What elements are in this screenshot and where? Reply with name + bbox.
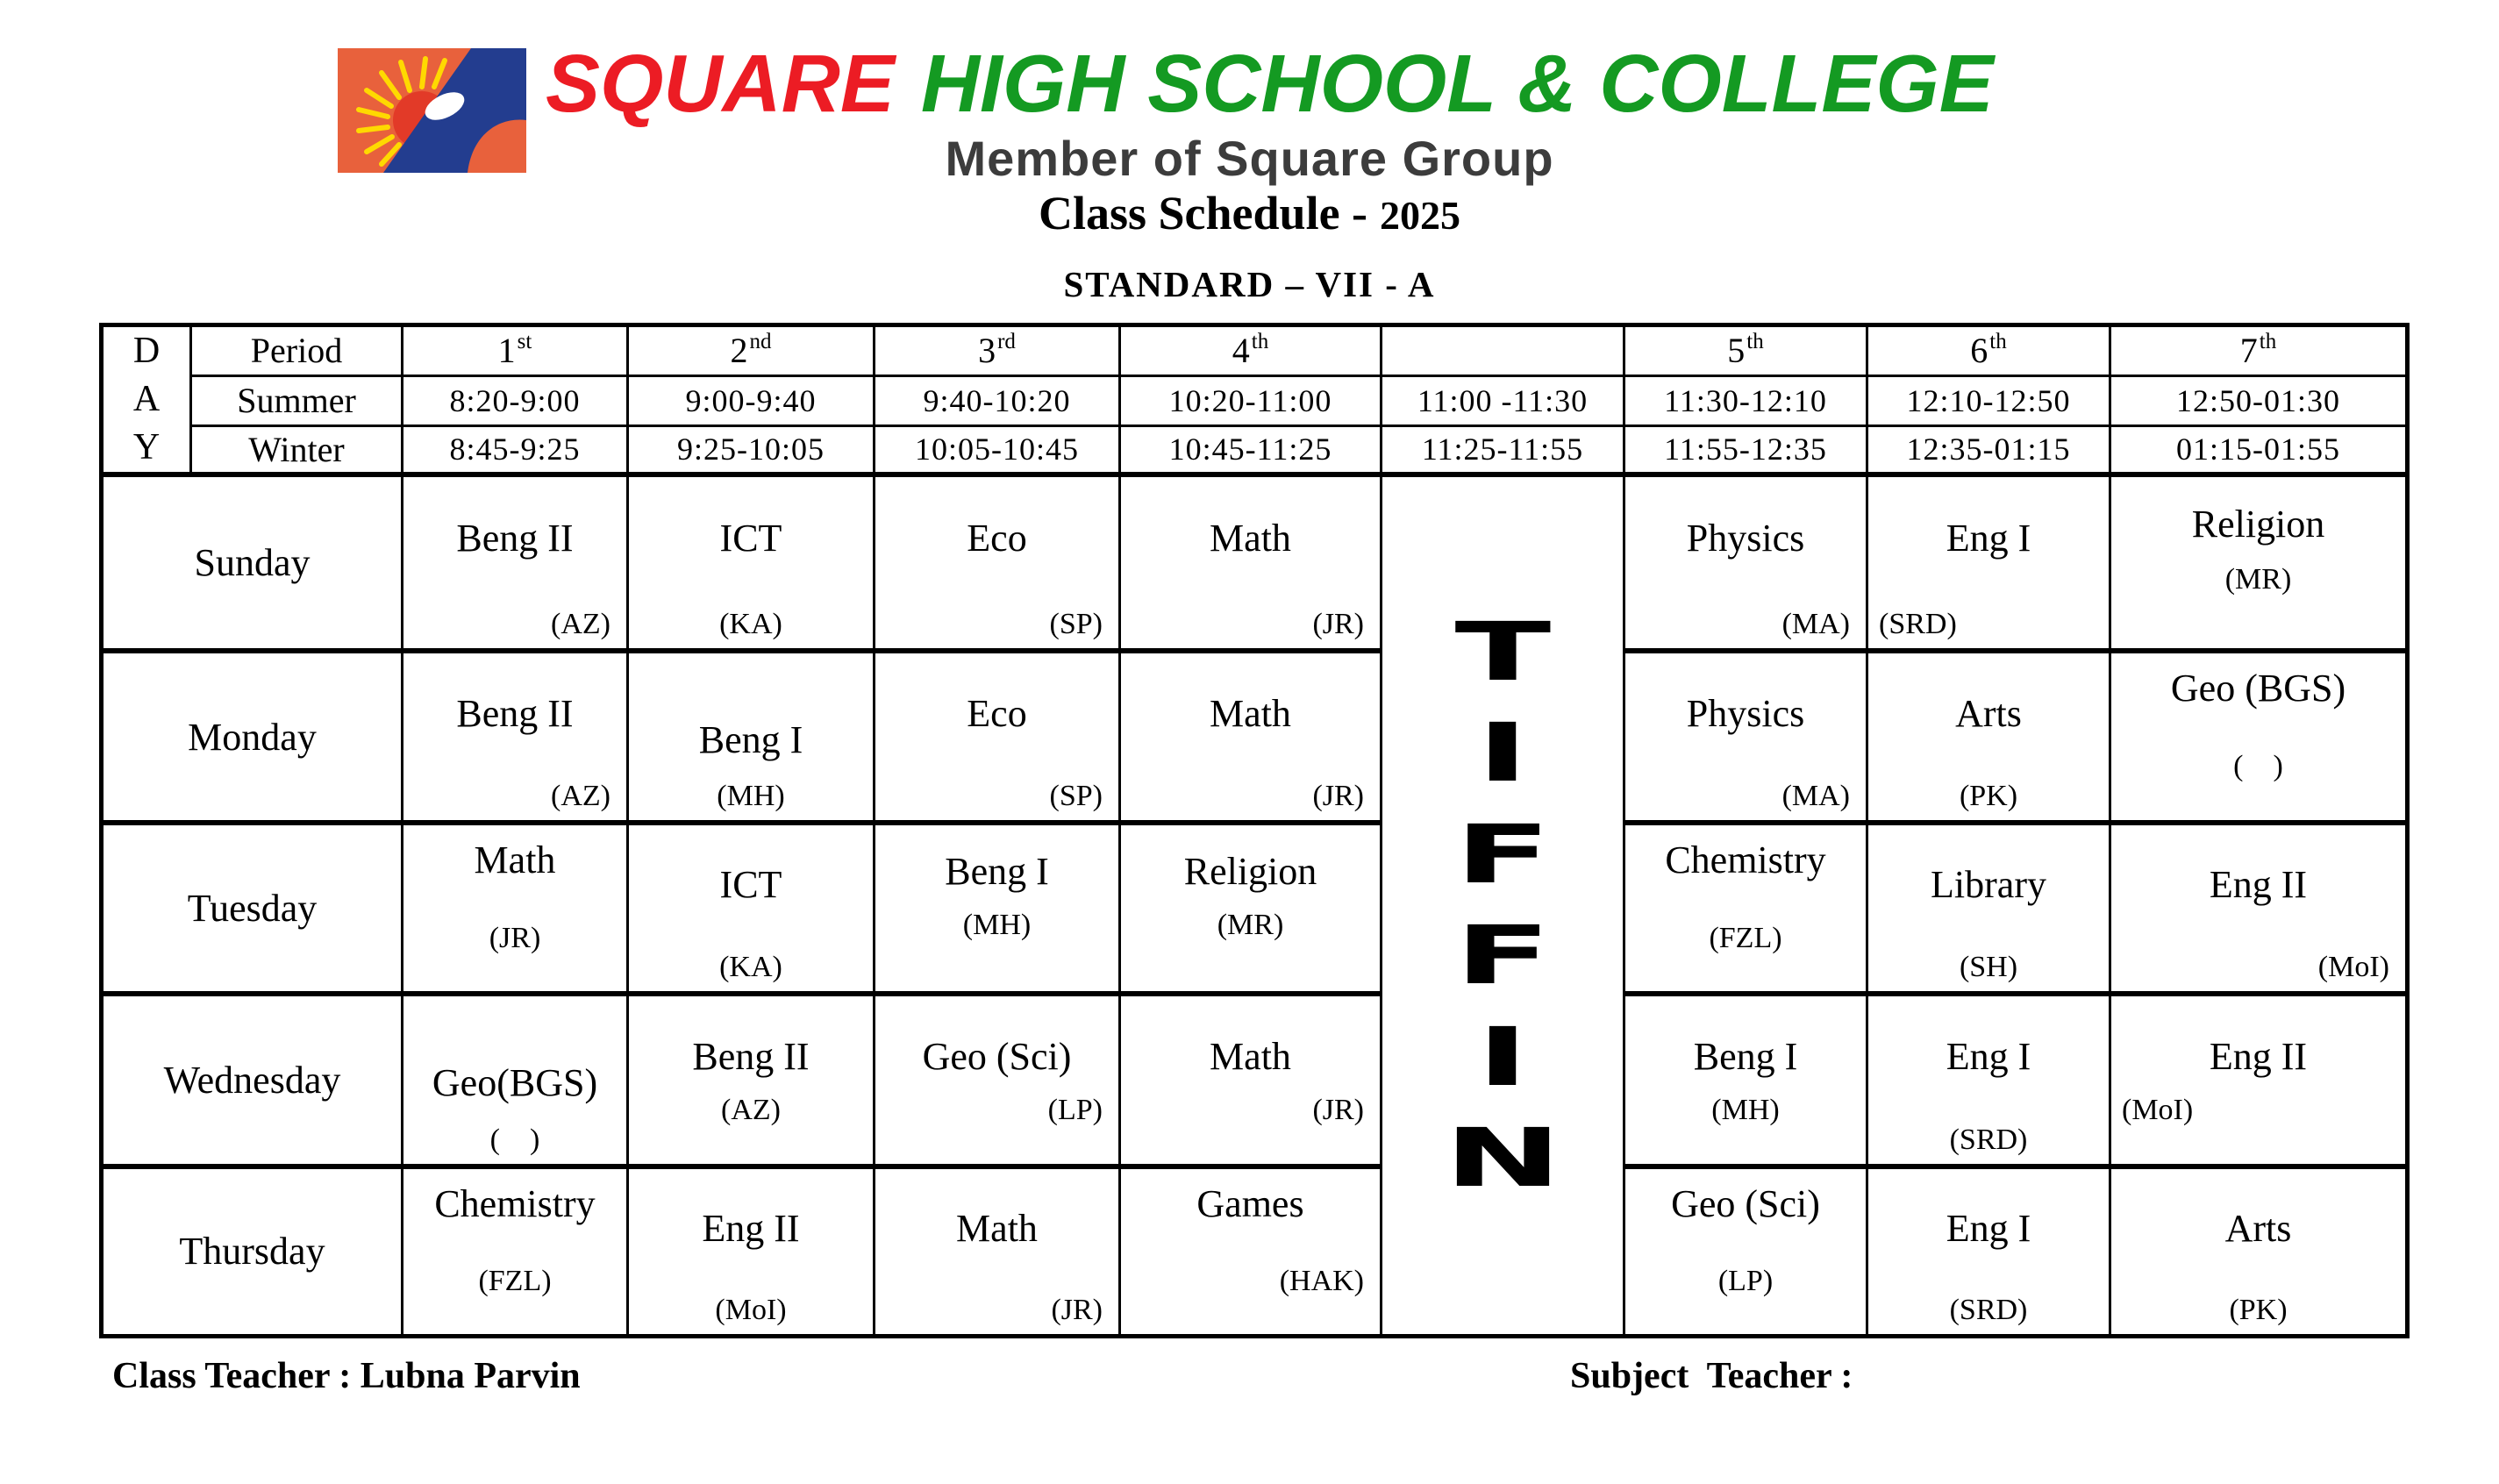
teacher-code: (SP) — [1049, 608, 1103, 640]
cell-thursday-p2 — [628, 1167, 875, 1336]
subject: Eng I — [1946, 1034, 2031, 1078]
subject: Physics — [1686, 516, 1805, 560]
subject: Eng II — [702, 1207, 800, 1250]
cell-wednesday-p1 — [403, 994, 628, 1167]
period-header-7: 7th — [2110, 325, 2408, 376]
winter-time-1: 8:45-9:25 — [403, 425, 628, 474]
teacher-code: (MR) — [1217, 908, 1284, 941]
cell-monday-p5 — [1624, 651, 1867, 823]
teacher-code: (SRD) — [1879, 608, 1957, 640]
period-header-5: 5th — [1624, 325, 1867, 376]
teacher-code: (AZ) — [551, 608, 610, 640]
teacher-code: (SH) — [1959, 951, 2018, 983]
teacher-code: (MA) — [1781, 780, 1850, 812]
cell-wednesday-p7 — [2110, 994, 2408, 1167]
day-letter: A — [132, 379, 161, 419]
period-header-1: 1st — [403, 325, 628, 376]
subject-teacher-label: Subject Teacher : — [1570, 1356, 1853, 1396]
cell-monday-p6 — [1867, 651, 2110, 823]
subject: Arts — [2224, 1207, 2292, 1250]
subject: Arts — [1955, 691, 2022, 735]
subject: Chemistry — [434, 1181, 596, 1225]
cell-sunday-p2 — [628, 474, 875, 651]
subject: Beng II — [456, 516, 574, 560]
cell-monday-p7 — [2110, 651, 2408, 823]
teacher-code: ( ) — [489, 1124, 540, 1156]
subject: Math — [474, 838, 556, 881]
cell-wednesday-p6 — [1867, 994, 2110, 1167]
subject: Eng I — [1946, 516, 2031, 560]
standard-line: STANDARD – VII - A — [1063, 264, 1436, 304]
tagline: Member of Square Group — [945, 131, 1554, 186]
teacher-code: (KA) — [719, 951, 782, 983]
cell-thursday-p5 — [1624, 1167, 1867, 1336]
cell-sunday-p5 — [1624, 474, 1867, 651]
cell-wednesday-p2 — [628, 994, 875, 1167]
cell-tuesday-p5 — [1624, 823, 1867, 994]
cell-sunday-p3 — [875, 474, 1120, 651]
cell-tuesday-p4 — [1120, 823, 1382, 994]
subject: Math — [1210, 691, 1291, 735]
subject: Beng I — [945, 850, 1049, 894]
cell-sunday-p4 — [1120, 474, 1382, 651]
summer-time-3: 9:40-10:20 — [875, 375, 1120, 425]
period-header-2: 2nd — [628, 325, 875, 376]
summer-time-2: 9:00-9:40 — [628, 375, 875, 425]
school-name — [546, 37, 1994, 131]
day-letter: Y — [132, 427, 161, 467]
cell-tuesday-p1 — [403, 823, 628, 994]
teacher-code: (JR) — [1312, 608, 1364, 640]
subject: Eng I — [1946, 1207, 2031, 1250]
subject: Library — [1931, 863, 2046, 907]
teacher-code: (MH) — [1711, 1093, 1780, 1126]
subject: Eng II — [2209, 863, 2308, 907]
day-name-tuesday: Tuesday — [102, 823, 403, 994]
cell-thursday-p1 — [403, 1167, 628, 1336]
subject: Games — [1196, 1181, 1304, 1225]
winter-time-6: 12:35-01:15 — [1867, 425, 2110, 474]
cell-thursday-p4 — [1120, 1167, 1382, 1336]
cell-monday-p1 — [403, 651, 628, 823]
subject: Geo (Sci) — [1671, 1181, 1820, 1225]
subject: Beng I — [698, 718, 803, 761]
day-name-thursday: Thursday — [102, 1167, 403, 1336]
subject: Geo (BGS) — [2170, 667, 2346, 710]
cell-wednesday-p3 — [875, 994, 1120, 1167]
school-name-square: SQUARE — [546, 38, 895, 129]
teacher-code: (MH) — [717, 780, 785, 812]
cell-tuesday-p2 — [628, 823, 875, 994]
teacher-code: (FZL) — [478, 1264, 552, 1297]
winter-time-tiffin: 11:25-11:55 — [1382, 425, 1624, 474]
day-letter: D — [132, 331, 161, 371]
cell-sunday-p7 — [2110, 474, 2408, 651]
teacher-code: (SRD) — [1949, 1293, 2028, 1326]
teacher-code: (MoI) — [2122, 1093, 2194, 1126]
summer-time-6: 12:10-12:50 — [1867, 375, 2110, 425]
summer-time-5: 11:30-12:10 — [1624, 375, 1867, 425]
day-name-monday: Monday — [102, 651, 403, 823]
winter-time-5: 11:55-12:35 — [1624, 425, 1867, 474]
cell-sunday-p6 — [1867, 474, 2110, 651]
subject: ICT — [719, 863, 782, 907]
summer-row-label: Summer — [191, 375, 403, 425]
schedule-title — [0, 186, 2499, 240]
teacher-code: (HAK) — [1279, 1264, 1364, 1297]
subject: Chemistry — [1665, 838, 1826, 881]
cell-tuesday-p6 — [1867, 823, 2110, 994]
winter-time-3: 10:05-10:45 — [875, 425, 1120, 474]
winter-time-7: 01:15-01:55 — [2110, 425, 2408, 474]
summer-time-7: 12:50-01:30 — [2110, 375, 2408, 425]
teacher-code: (PK) — [1959, 780, 2018, 812]
cell-tuesday-p3 — [875, 823, 1120, 994]
subject: Math — [1210, 516, 1291, 560]
subject: Eco — [967, 516, 1027, 560]
teacher-code: ( ) — [2233, 750, 2283, 783]
teacher-code: (MH) — [962, 908, 1032, 941]
schedule-year: 2025 — [1380, 193, 1461, 238]
subject: Geo (Sci) — [922, 1034, 1072, 1078]
period-row-label: Period — [191, 325, 403, 376]
cell-thursday-p7 — [2110, 1167, 2408, 1336]
teacher-code: (PK) — [2229, 1293, 2288, 1326]
cell-monday-p4 — [1120, 651, 1382, 823]
period-header-3: 3rd — [875, 325, 1120, 376]
teacher-code: (FZL) — [1709, 921, 1782, 954]
subject: Physics — [1686, 691, 1805, 735]
subject: Beng I — [1693, 1034, 1798, 1078]
teacher-code: (LP) — [1717, 1264, 1774, 1297]
subject: Beng II — [456, 691, 574, 735]
teacher-code: (AZ) — [551, 780, 610, 812]
day-column-header — [102, 325, 191, 475]
cell-monday-p3 — [875, 651, 1120, 823]
teacher-code: (JR) — [1312, 1093, 1364, 1126]
teacher-code: (LP) — [1047, 1093, 1103, 1126]
summer-time-4: 10:20-11:00 — [1120, 375, 1382, 425]
cell-sunday-p1 — [403, 474, 628, 651]
cell-monday-p2 — [628, 651, 875, 823]
teacher-code: (MR) — [2224, 562, 2292, 596]
cell-wednesday-p5 — [1624, 994, 1867, 1167]
day-name-wednesday: Wednesday — [102, 994, 403, 1167]
winter-time-4: 10:45-11:25 — [1120, 425, 1382, 474]
cell-wednesday-p4 — [1120, 994, 1382, 1167]
day-name-sunday: Sunday — [102, 474, 403, 651]
subject: ICT — [719, 516, 782, 560]
school-name-rest: HIGH SCHOOL & COLLEGE — [920, 38, 1994, 129]
teacher-code: (MA) — [1781, 608, 1850, 640]
summer-time-1: 8:20-9:00 — [403, 375, 628, 425]
tiffin-break-column — [1382, 474, 1624, 1336]
schedule-title-text: Class Schedule - — [1038, 187, 1368, 239]
cell-thursday-p6 — [1867, 1167, 2110, 1336]
period-header-6: 6th — [1867, 325, 2110, 376]
winter-row-label: Winter — [191, 425, 403, 474]
subject: Religion — [2191, 503, 2325, 546]
subject: Math — [956, 1207, 1038, 1250]
teacher-code: (JR) — [1051, 1293, 1103, 1326]
winter-time-2: 9:25-10:05 — [628, 425, 875, 474]
teacher-code: (KA) — [719, 608, 782, 640]
teacher-code: (JR) — [489, 921, 541, 954]
subject: Religion — [1183, 850, 1317, 894]
subject: Geo(BGS) — [432, 1061, 598, 1105]
subject: Math — [1210, 1034, 1291, 1078]
teacher-code: (MoI) — [2317, 951, 2389, 983]
teacher-code: (MoI) — [715, 1293, 787, 1326]
teacher-code: (JR) — [1312, 780, 1364, 812]
tiffin-letters: T I F F I N — [1443, 604, 1562, 1206]
subject: Eng II — [2209, 1034, 2308, 1078]
period-header-tiffin — [1382, 325, 1624, 376]
class-schedule-table — [99, 323, 2410, 1338]
cell-thursday-p3 — [875, 1167, 1120, 1336]
subject: Beng II — [692, 1034, 810, 1078]
teacher-code: (AZ) — [721, 1093, 781, 1126]
period-header-4: 4th — [1120, 325, 1382, 376]
teacher-code: (SRD) — [1949, 1124, 2028, 1156]
cell-tuesday-p7 — [2110, 823, 2408, 994]
teacher-code: (SP) — [1049, 780, 1103, 812]
summer-time-tiffin: 11:00 -11:30 — [1382, 375, 1624, 425]
subject: Eco — [967, 691, 1027, 735]
class-teacher-label: Class Teacher : Lubna Parvin — [112, 1356, 581, 1396]
